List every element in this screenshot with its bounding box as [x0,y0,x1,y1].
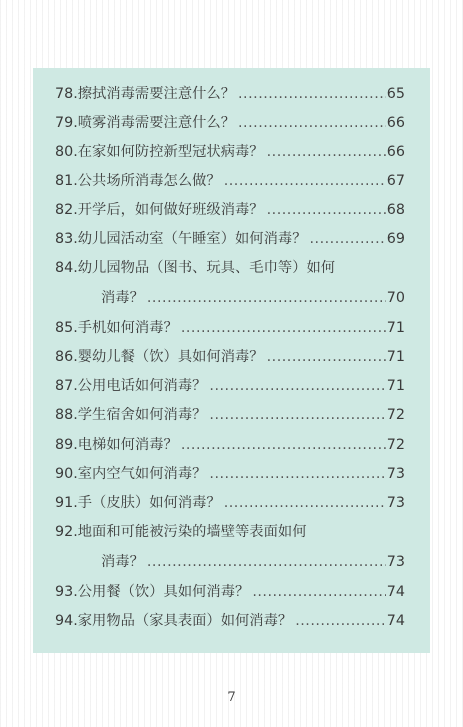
toc-entry-84[interactable] [55,257,405,283]
toc-entry-page: 73 [386,495,405,511]
toc-entry-title: 开学后，如何做好班级消毒？ [77,202,264,218]
dot-leader [267,349,386,365]
toc-entry-title: 擦拭消毒需要注意什么？ [77,86,236,102]
toc-entry-title: 手机如何消毒？ [77,320,178,336]
toc-entry-94[interactable] [55,610,405,636]
toc-entry-page: 72 [386,437,405,453]
dot-leader [267,144,386,160]
toc-entry-title: 学生宿舍如何消毒？ [77,407,207,423]
toc-entry-page: 73 [386,554,405,570]
dot-leader [295,613,386,629]
toc-entry-89[interactable] [55,434,405,460]
toc-entry-page: 74 [386,584,405,600]
dot-leader [209,407,385,423]
toc-entry-92[interactable] [55,521,405,547]
dot-leader [147,290,386,306]
toc-entry-number: 78. [55,86,78,102]
dot-leader [209,378,385,394]
toc-entry-number: 88. [55,407,78,423]
dot-leader [224,173,386,189]
toc-entry-title: 地面和可能被污染的墙壁等表面如何 [77,524,307,540]
toc-entry-83[interactable] [55,228,405,254]
toc-entry-title: 室内空气如何消毒？ [77,466,207,482]
dot-leader [238,115,386,131]
toc-entry-title: 家用物品（家具表面）如何消毒？ [77,613,293,629]
toc-entry-page: 71 [386,349,405,365]
dot-leader [267,202,386,218]
toc-entry-title: 幼儿园活动室（午睡室）如何消毒？ [77,231,307,247]
toc-entry-90[interactable] [55,463,405,489]
toc-entry-number: 84. [55,260,78,276]
toc-entry-number: 94. [55,613,78,629]
toc-entry-78[interactable] [55,83,405,109]
dot-leader [181,320,386,336]
toc-entry-number: 79. [55,115,78,131]
toc-entry-87[interactable] [55,375,405,401]
toc-entry-title: 幼儿园物品（图书、玩具、毛巾等）如何 [77,260,336,276]
table-of-contents [33,68,430,653]
toc-entry-page: 66 [386,115,405,131]
toc-entry-81[interactable] [55,170,405,196]
toc-entry-page: 73 [386,466,405,482]
dot-leader [238,86,386,102]
toc-entry-number: 92. [55,524,78,540]
toc-entry-86[interactable] [55,346,405,372]
toc-entry-number: 89. [55,437,78,453]
toc-entry-88[interactable] [55,404,405,430]
toc-entry-number: 85. [55,320,78,336]
dot-leader [181,437,386,453]
toc-entry-page: 71 [386,320,405,336]
toc-entry-79[interactable] [55,112,405,138]
toc-entry-number: 86. [55,349,78,365]
toc-entry-number: 87. [55,378,78,394]
toc-entry-title: 公用餐（饮）具如何消毒？ [77,584,250,600]
toc-entry-title: 公用电话如何消毒？ [77,378,207,394]
toc-entry-page: 74 [386,613,405,629]
toc-entry-title-continuation: 消毒？ [101,290,144,306]
toc-entry-80[interactable] [55,141,405,167]
toc-entry-page: 68 [386,202,405,218]
toc-entry-title: 手（皮肤）如何消毒？ [77,495,221,511]
toc-entry-number: 91. [55,495,78,511]
toc-entry-page: 72 [386,407,405,423]
toc-entry-page: 66 [386,144,405,160]
toc-entry-92-continuation[interactable] [101,551,405,577]
dot-leader [252,584,385,600]
toc-entry-title: 婴幼儿餐（饮）具如何消毒？ [77,349,264,365]
toc-entry-title: 在家如何防控新型冠状病毒？ [77,144,264,160]
toc-entry-82[interactable] [55,199,405,225]
toc-entry-title-continuation: 消毒？ [101,554,144,570]
dot-leader [224,495,386,511]
toc-entry-page: 71 [386,378,405,394]
toc-entry-number: 90. [55,466,78,482]
toc-entry-85[interactable] [55,317,405,343]
toc-entry-page: 65 [386,86,405,102]
toc-entry-title: 电梯如何消毒？ [77,437,178,453]
toc-entry-page: 67 [386,173,405,189]
toc-entry-number: 80. [55,144,78,160]
toc-entry-number: 82. [55,202,78,218]
toc-entry-title: 公共场所消毒怎么做？ [77,173,221,189]
toc-entry-number: 93. [55,584,78,600]
page-number: 7 [227,690,236,705]
toc-entry-title: 喷雾消毒需要注意什么？ [77,115,236,131]
dot-leader [147,554,386,570]
toc-entry-91[interactable] [55,492,405,518]
toc-entry-page: 70 [386,290,405,306]
toc-entry-number: 83. [55,231,78,247]
toc-entry-93[interactable] [55,581,405,607]
dot-leader [209,466,385,482]
dot-leader [310,231,386,247]
toc-entry-page: 69 [386,231,405,247]
toc-entry-number: 81. [55,173,78,189]
toc-entry-84-continuation[interactable] [101,287,405,313]
